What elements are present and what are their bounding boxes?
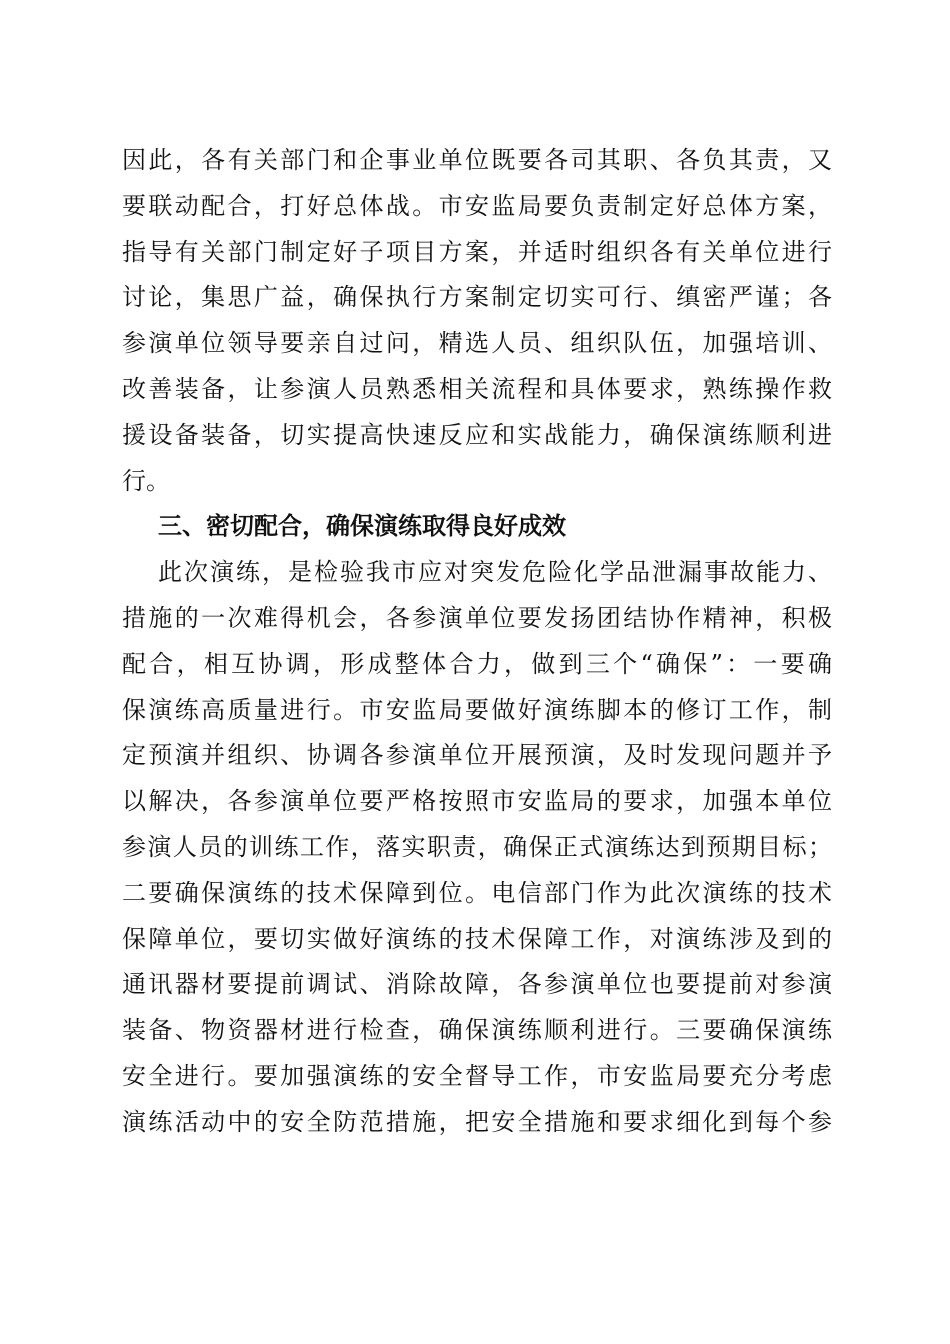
text-line: 保演练高质量进行。市安监局要做好演练脚本的修订工作，制 <box>122 695 832 724</box>
text-line: 定预演并组织、协调各参演单位开展预演，及时发现问题并予 <box>122 741 832 770</box>
text-line: 措施的一次难得机会，各参演单位要发扬团结协作精神，积极 <box>122 603 832 632</box>
text-line: 以解决，各参演单位要严格按照市安监局的要求，加强本单位 <box>122 787 832 816</box>
text-line: 通讯器材要提前调试、消除故障，各参演单位也要提前对参演 <box>122 970 832 999</box>
paragraph-responsibilities <box>122 138 832 504</box>
text-line: 援设备装备，切实提高快速反应和实战能力，确保演练顺利进 <box>122 420 832 449</box>
text-line: 讨论，集思广益，确保执行方案制定切实可行、缜密严谨；各 <box>122 283 832 312</box>
text-line: 安全进行。要加强演练的安全督导工作，市安监局要充分考虑 <box>122 1061 832 1090</box>
text-line: 配合，相互协调，形成整体合力，做到三个“确保”：一要确 <box>122 649 832 678</box>
text-line: 参演人员的训练工作，落实职责，确保正式演练达到预期目标； <box>122 832 832 861</box>
text-line: 要联动配合，打好总体战。市安监局要负责制定好总体方案， <box>122 191 832 220</box>
text-line: 装备、物资器材进行检查，确保演练顺利进行。三要确保演练 <box>122 1016 832 1045</box>
text-line: 因此，各有关部门和企事业单位既要各司其职、各负其责，又 <box>122 146 832 174</box>
text-line: 行。 <box>122 466 170 495</box>
text-line: 此次演练，是检验我市应对突发危险化学品泄漏事故能力、 <box>158 558 832 587</box>
text-line: 参演单位领导要亲自过问，精选人员、组织队伍，加强培训、 <box>122 329 832 358</box>
paragraph-cooperation <box>122 550 832 1145</box>
section-heading: 三、密切配合，确保演练取得良好成效 <box>158 512 566 541</box>
text-line: 演练活动中的安全防范措施，把安全措施和要求细化到每个参 <box>122 1107 832 1136</box>
text-line: 二要确保演练的技术保障到位。电信部门作为此次演练的技术 <box>122 878 832 907</box>
document-body <box>122 138 832 1146</box>
text-line: 改善装备，让参演人员熟悉相关流程和具体要求，熟练操作救 <box>122 374 832 403</box>
text-line: 保障单位，要切实做好演练的技术保障工作，对演练涉及到的 <box>122 924 832 953</box>
text-line: 指导有关部门制定好子项目方案，并适时组织各有关单位进行 <box>122 237 832 266</box>
